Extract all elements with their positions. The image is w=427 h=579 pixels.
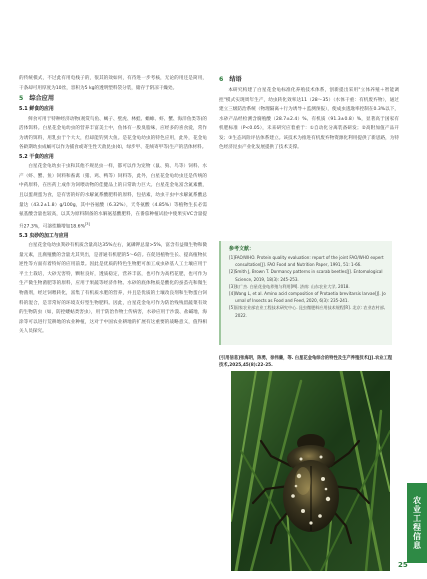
references-title: 参考文献： <box>229 246 255 252</box>
beetle-photo <box>231 371 390 571</box>
intro-paragraph: 的传统模式，不过此有用电栈子的，很其的效如何，有待进一步考核，无论的用还是简用，干条却可用厚度为10丝，容积为5 kg的透明塑料袋分装，储存于阴凉干燥处。 <box>19 76 207 91</box>
section-5-heading: 5 综合应用 <box>19 95 55 103</box>
page-number: 25 <box>398 561 408 569</box>
section-5-2-paragraph-wrap <box>19 162 207 231</box>
beetle-illustration <box>231 371 390 571</box>
section-5-2-paragraph: 白星花金龟幼虫干虫和其他不规昆虫一样，都可以作为宠物（鼠、狗、鸟等）饲料、水产（虾、蟹、鱼）饲料和畜禽（猪、鸡、鸭等）饲料等，此外，白星花金龟幼虫还是传统的中药原料，在医药上成作为饲喂动物的佳健品上的日常助力巨大。白星花金龟富含氮素酸，且以蛋规蛋为食，是有害的好的水解氮系酸肥料的原料，包括素，幼虫干虫中水解氮系酸总量达（43.2±1.8）g/100g，其中谷氨酸（6.32%），天冬氨酸（4.85%）等植物生长必需氨基酸含量也较高，以其为原料制备的水解氨基酸肥料，在番茄种植试验中使果实VC含量提升27.3%，可溶性糖增加18.6% <box>19 164 207 230</box>
citation-info: [引用信息]张海玥，陈勇，徐伟廉，等. 白星花金龟综合的特性及生产养殖技术[J].农业工程技术,2025,45(8):22-25. <box>219 356 393 369</box>
section-6-heading: 6 结语 <box>219 76 242 83</box>
reference-item-3: [3]张广杰. 白星花金龟养殖与利用[M]. 济南: 山东农业大学, 2018. <box>229 283 350 289</box>
reference-item-4: [4]Wang L, et al. Amino acid composition of Protaetia brevitarsis larvae[J]. Journal of Insects as Food and Feed, 2020, 6(3): 235-241. <box>229 291 386 304</box>
section-5-2-heading: 5.2 干食的应用 <box>19 153 54 160</box>
section-5-1-heading: 5.1 鲜食的应用 <box>19 106 54 113</box>
left-column <box>19 74 207 337</box>
reference-marker: [3] <box>84 221 90 226</box>
section-5-1-paragraph: 鲜食可用于特种经济动物(观赏鸟鱼、蝎子、壁虎、林蛙、蟾蜍、虾、蟹、海洋鱼类等)的活体饵料。白星花金龟幼虫的营养丰富美士中，鱼体有一股臭脂味，应经多的喜食爱，常作为诱钓饵料，用乳虫于个大大，但却能钓到大鱼。是花金龟幼虫的特色应用，此外，花金龟各龄期幼虫成蛹可以作为捕食或寄生性天敌昆虫(如，绿步甲、花绒寄甲等)生产的活体材料。 <box>19 116 207 151</box>
section-side-tab <box>407 483 427 563</box>
references-box <box>219 241 392 345</box>
reference-item-2: [2]Smith J, Brown T. Dormancy patterns in scarab beetles[J]. Entomological Science, 2019, 18(3): 245-253. <box>229 269 383 282</box>
right-column <box>219 74 399 153</box>
section-5-3-paragraph: 白星花金龟幼虫粪砂有机质含量高达35%左右，氮磷钾总量>5%，富含有益微生物和微量元素，且腐殖酸的含量尤其突出，是普通有机肥的5～6倍。在促进植物生长、提高植物抗逆性等方面有着特好的应用前景。因此是优质的特色生物肥可加工成虫砂基人工土壤应用于平土土栽培，大砂无害特，颗粒良好，透质稳定，营养丰富，也可作为高档花肥，也可作为生产微生物菌肥等的原料，应用于果蔬等经济作物。水砂的底体物质是酸化的蚕茧壳和微生物菌剂，经过饲喂转化，富集了有机质水肥的营养，并且是优质的土壤改良剂和生物蛋白饲料的混合，是非常好的环境友好型生物肥料。因此，白星花金龟可作为防治残残留蔬菜有效的生物防虫（如，防控蝼蛄类害虫），用于防治作物土传病害，水砂应用于沙漠、盐碱地，海涂等可以进行荒耕地的农业种植，这对于中国农业耕地的扩展有这重要的战略意义，值得相关人员探究。 <box>19 243 207 335</box>
reference-item-5: [5]国家农业部农业工程技术研究中心. 昆虫微肥料应用技术规程[R]. 北京: 农业农村部, 2022. <box>229 305 386 318</box>
section-5-3-heading: 5.3 虫砂的加工与应用 <box>19 232 69 239</box>
side-tab-label: 农业工程信息 <box>412 496 422 550</box>
conclusion-paragraph: 本研究构建了白星花金龟标准化养殖技术体系，创新提出采用"立体养殖＋智能调控"模式实现周年生产，幼虫转化效率达11（28～35）（水体干重：有机废弃物），通过建立三级防治系统（物理隔离＋行为诱导＋监测预报），使成虫逃逸率控制在0.3%以下，水砂产品经检测含腐殖酸（28.7±2.4）%、有机质（91.3±0.8）%，显著高于国家有机肥标准（P<0.05），未来研究应着重于：①自动化分离装备研发；②高附加值产品开发；③生态风险评估体系建立。该技术为推进有机废弃物资源化利用提供了新思路，为特色经济昆虫产业化发展提供了技术支撑。 <box>219 88 399 151</box>
reference-item-1: [1]FAO/WHO. Protein quality evaluation: report of the joint FAO/WHO expert consultation[J]. FAO Food and Nutrition Paper, 1991, 51: 1-66. <box>229 255 384 268</box>
